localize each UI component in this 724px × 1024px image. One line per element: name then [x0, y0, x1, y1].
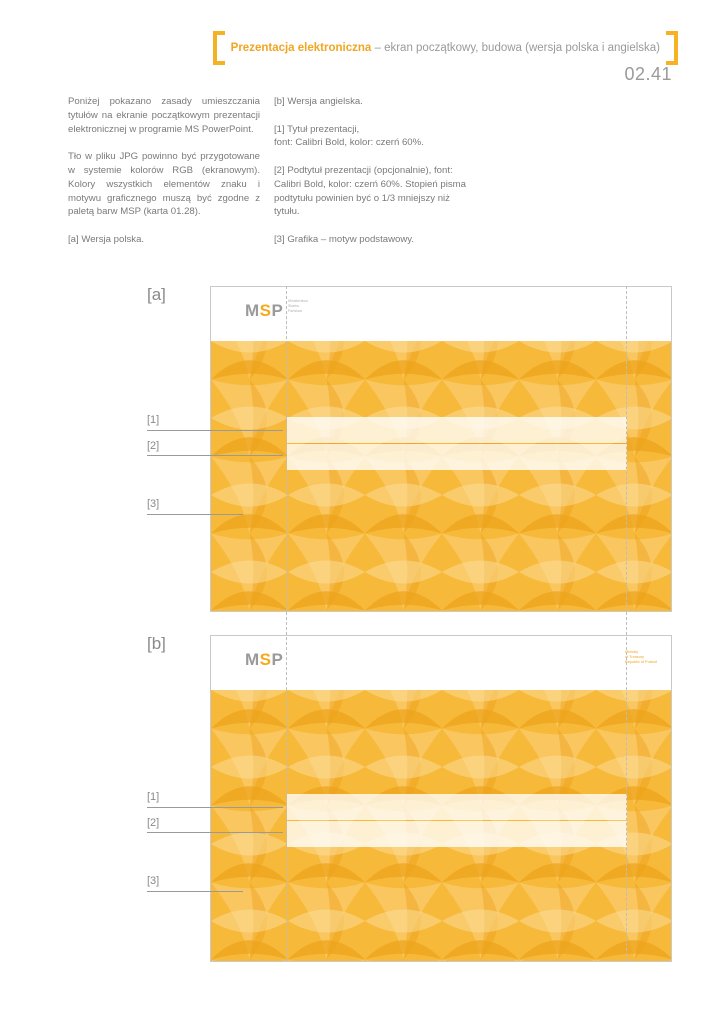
- callout-3: [3]: [147, 498, 160, 510]
- logo-subtitle: Ministerstwo Skarbu Państwa: [288, 299, 308, 313]
- left-bracket: [213, 31, 225, 65]
- guide-line-left: [286, 286, 287, 961]
- page-number: 02.41: [624, 64, 672, 84]
- paragraph: [274, 123, 474, 151]
- page-header: [213, 34, 678, 62]
- subtitle-placeholder: [287, 444, 627, 470]
- slide-english: [210, 635, 672, 962]
- header-title: [231, 42, 660, 54]
- right-bracket: [666, 31, 678, 65]
- callout-2: [2]: [147, 817, 160, 829]
- line: font: Calibri Bold, kolor: czerń 60%.: [274, 137, 424, 149]
- description-right: [274, 95, 474, 261]
- leader-line: [147, 832, 283, 833]
- pattern-graphic: [211, 341, 671, 611]
- paragraph: Poniżej pokazano zasady umieszczania tytułów na ekranie początkowym prezentacji elektronicznej w programie MS PowerPoint.: [68, 96, 260, 135]
- paragraph: [a] Wersja polska.: [68, 233, 145, 245]
- msp-logo: MSP: [245, 301, 284, 320]
- leader-line: [147, 430, 283, 431]
- leader-line: [147, 514, 243, 515]
- figure-b-label: [b]: [147, 634, 166, 653]
- line: [1] Tytuł prezentacji,: [274, 123, 360, 135]
- callout-3: [3]: [147, 875, 160, 887]
- msp-logo: MSP: [245, 650, 284, 669]
- leader-line: [147, 891, 243, 892]
- leader-line: [147, 807, 283, 808]
- paragraph: [2] Podtytuł prezentacji (opcjonalnie), font: Calibri Bold, kolor: czerń 60%. Stopień pisma podtytułu powinien być o 1/3 mniejszy niż tytułu.: [274, 164, 466, 218]
- slide-polish: [210, 286, 672, 612]
- guide-line-right: [626, 286, 627, 961]
- leader-line: [147, 455, 283, 456]
- subtitle-placeholder: [287, 821, 627, 847]
- header-title-rest: – ekran początkowy, budowa (wersja polska i angielska): [371, 42, 660, 54]
- callout-2: [2]: [147, 440, 160, 452]
- paragraph: [b] Wersja angielska.: [274, 96, 363, 107]
- figure-a-label: [a]: [147, 285, 166, 304]
- callout-1: [1]: [147, 791, 160, 803]
- logo-subtitle: Ministry of Treasury Republic of Poland: [625, 650, 657, 664]
- paragraph: [3] Grafika – motyw podstawowy.: [274, 233, 415, 245]
- title-placeholder: [287, 794, 627, 820]
- header-title-bold: Prezentacja elektroniczna: [230, 42, 372, 54]
- slide-header: [211, 287, 671, 341]
- slide-header: [211, 636, 671, 690]
- title-placeholder: [287, 417, 627, 443]
- paragraph: Tło w pliku JPG powinno być przygotowane w systemie kolorów RGB (ekranowym). Kolory wszystkich elementów znaku i motywu graficznego muszą być zgodne z paletą barw MSP (karta 01.28).: [68, 151, 260, 218]
- callout-1: [1]: [147, 414, 160, 426]
- description-left: [68, 95, 260, 261]
